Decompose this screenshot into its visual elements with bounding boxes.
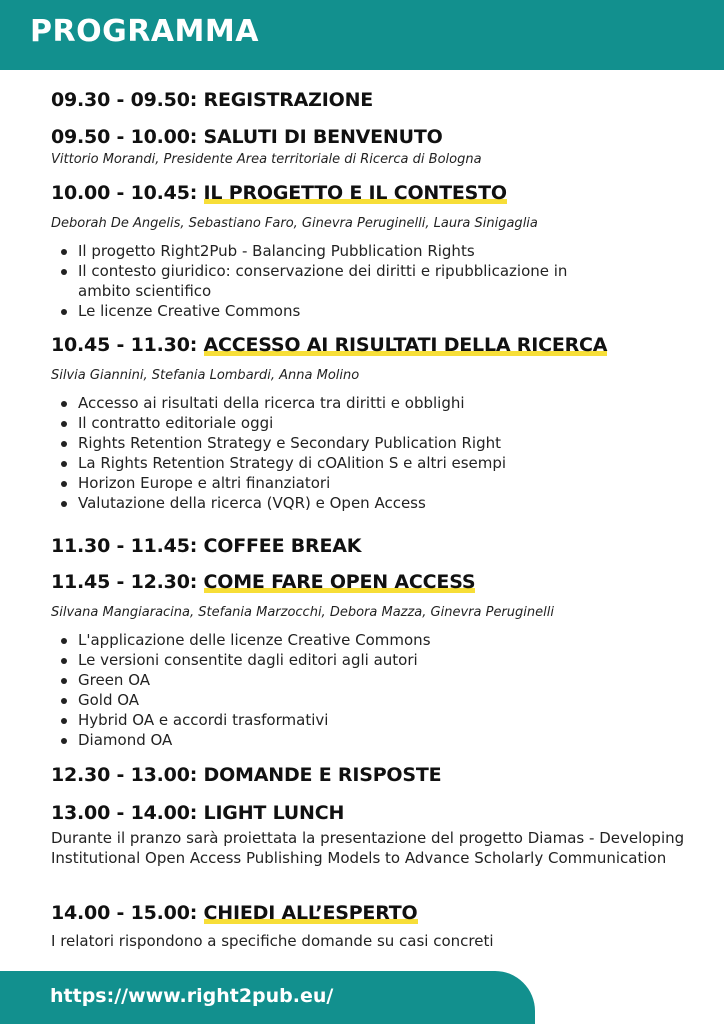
session-description: Durante il pranzo sarà proiettata la presentazione del progetto Diamas - Developing Institutional Open Access Publishing Models to Advance Scholarly Communication [51, 829, 685, 867]
header-banner [0, 0, 724, 70]
session-heading [51, 88, 691, 112]
session-heading [51, 763, 691, 787]
session-lunch [51, 801, 691, 868]
session-title: COFFEE BREAK [203, 535, 362, 557]
topic-item: Il contratto editoriale oggi [51, 413, 691, 433]
session-speakers: Silvana Mangiaracina, Stefania Marzocchi, Debora Mazza, Ginevra Peruginelli [51, 605, 554, 620]
session-title: IL PROGETTO E IL CONTESTO [203, 182, 507, 204]
session-esperto [51, 901, 691, 951]
topic-item: Hybrid OA e accordi trasformativi [51, 710, 691, 730]
session-time: 10.00 - 10.45: [51, 182, 204, 204]
session-time: 09.30 - 09.50: [51, 89, 204, 111]
topic-item: Diamond OA [51, 730, 691, 750]
session-title: SALUTI DI BENVENUTO [203, 126, 443, 148]
footer-banner [0, 971, 535, 1024]
session-time: 10.45 - 11.30: [51, 334, 204, 356]
session-saluti [51, 125, 691, 169]
session-title: LIGHT LUNCH [203, 802, 345, 824]
session-time: 09.50 - 10.00: [51, 126, 204, 148]
session-open-access [51, 570, 691, 750]
session-time: 14.00 - 15.00: [51, 902, 204, 924]
topic-item: Accesso ai risultati della ricerca tra diritti e obblighi [51, 393, 691, 413]
session-title: REGISTRAZIONE [203, 89, 374, 111]
page-title: PROGRAMMA [30, 14, 259, 49]
topic-item: Gold OA [51, 690, 691, 710]
session-time: 11.45 - 12.30: [51, 571, 204, 593]
topic-item: Green OA [51, 670, 691, 690]
session-title: ACCESSO AI RISULTATI DELLA RICERCA [203, 334, 608, 356]
topic-item: Le licenze Creative Commons [51, 301, 596, 321]
session-time: 13.00 - 14.00: [51, 802, 204, 824]
session-topics [51, 630, 691, 750]
session-topics [51, 241, 596, 321]
topic-item: L'applicazione delle licenze Creative Commons [51, 630, 691, 650]
topic-item: Horizon Europe e altri finanziatori [51, 473, 691, 493]
session-heading [51, 901, 691, 925]
session-time: 12.30 - 13.00: [51, 764, 204, 786]
session-heading [51, 333, 691, 357]
topic-item: La Rights Retention Strategy di cOAlition S e altri esempi [51, 453, 691, 473]
session-heading [51, 801, 691, 825]
topic-item: Il contesto giuridico: conservazione dei diritti e ripubblicazione in ambito scientifico [51, 261, 596, 301]
session-title: DOMANDE E RISPOSTE [203, 764, 442, 786]
session-domande [51, 763, 691, 787]
session-topics [51, 393, 691, 513]
session-registrazione [51, 88, 691, 112]
session-speakers: Deborah De Angelis, Sebastiano Faro, Ginevra Peruginelli, Laura Sinigaglia [51, 216, 538, 231]
session-speakers: Vittorio Morandi, Presidente Area territoriale di Ricerca di Bologna [51, 152, 482, 167]
topic-item: Il progetto Right2Pub - Balancing Pubblication Rights [51, 241, 596, 261]
session-heading [51, 181, 691, 205]
session-description: I relatori rispondono a specifiche domande su casi concreti [51, 932, 494, 950]
topic-item: Le versioni consentite dagli editori agli autori [51, 650, 691, 670]
session-heading [51, 125, 691, 149]
session-time: 11.30 - 11.45: [51, 535, 204, 557]
session-accesso [51, 333, 691, 513]
session-title: COME FARE OPEN ACCESS [203, 571, 476, 593]
session-heading [51, 534, 691, 558]
session-coffee-break [51, 534, 691, 558]
topic-item: Rights Retention Strategy e Secondary Publication Right [51, 433, 691, 453]
topic-item: Valutazione della ricerca (VQR) e Open Access [51, 493, 691, 513]
session-heading [51, 570, 691, 594]
session-title: CHIEDI ALL’ESPERTO [203, 902, 418, 924]
website-link[interactable]: https://www.right2pub.eu/ [50, 985, 334, 1007]
session-speakers: Silvia Giannini, Stefania Lombardi, Anna Molino [51, 368, 360, 383]
session-progetto [51, 181, 691, 321]
